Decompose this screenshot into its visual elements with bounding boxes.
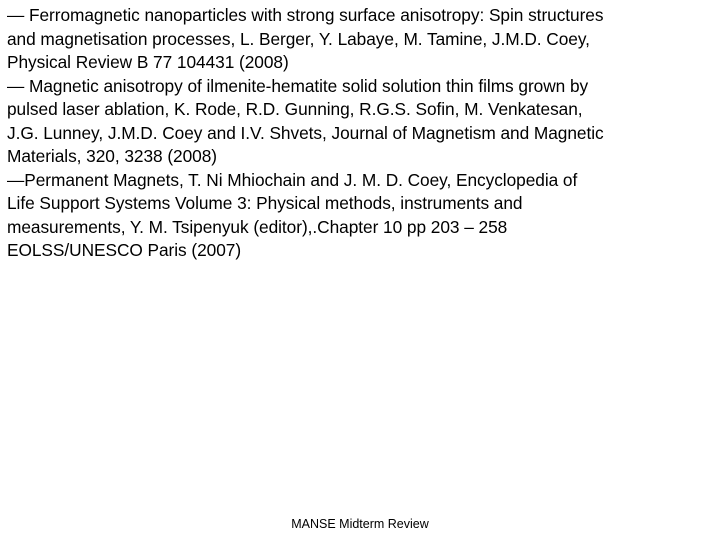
slide-footer: MANSE Midterm Review — [291, 517, 429, 531]
reference-line: measurements, Y. M. Tsipenyuk (editor),.Chapter 10 pp 203 – 258 — [7, 216, 508, 237]
reference-line: and magnetisation processes, L. Berger, Y. Labaye, M. Tamine, J.M.D. Coey, — [7, 28, 590, 49]
reference-item — [7, 4, 715, 75]
reference-item — [7, 75, 715, 169]
reference-line: Physical Review B 77 104431 (2008) — [7, 52, 289, 72]
reference-line: EOLSS/UNESCO Paris (2007) — [7, 240, 242, 260]
reference-list — [7, 4, 715, 263]
reference-line: — Magnetic anisotropy of ilmenite-hematite solid solution thin films grown by — [7, 75, 589, 96]
reference-item — [7, 169, 715, 263]
reference-line: Materials, 320, 3238 (2008) — [7, 146, 217, 166]
reference-line: —Permanent Magnets, T. Ni Mhiochain and J. M. D. Coey, Encyclopedia of — [7, 169, 578, 190]
reference-line: J.G. Lunney, J.M.D. Coey and I.V. Shvets, Journal of Magnetism and Magnetic — [7, 122, 604, 143]
reference-line: Life Support Systems Volume 3: Physical methods, instruments and — [7, 193, 523, 213]
reference-line: pulsed laser ablation, K. Rode, R.D. Gunning, R.G.S. Sofin, M. Venkatesan, — [7, 99, 583, 119]
reference-line: — Ferromagnetic nanoparticles with strong surface anisotropy: Spin structures — [7, 5, 604, 25]
